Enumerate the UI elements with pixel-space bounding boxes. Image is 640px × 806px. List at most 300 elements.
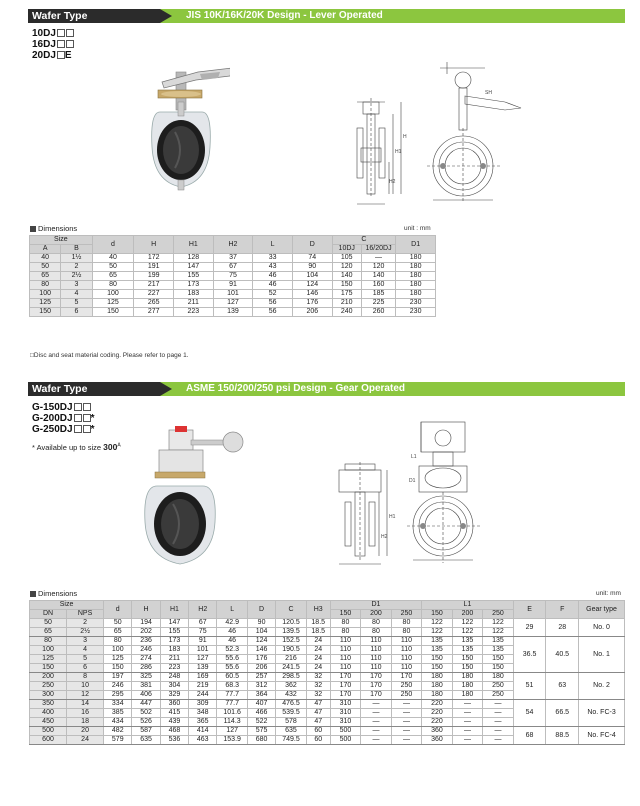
table-cell: 240 [332,308,361,317]
table-cell: 10 [67,682,104,691]
svg-text:L1: L1 [411,454,417,460]
table-cell: 80 [92,281,134,290]
table-cell: 6 [67,664,104,673]
h3-header: H3 [306,601,330,619]
table-cell: 578 [276,718,307,727]
f-header: F [546,601,579,619]
table-cell: 365 [189,718,217,727]
table-cell: 20 [67,727,104,736]
table-cell: — [391,709,422,718]
table-cell: 122 [452,619,483,628]
table-cell: 46 [253,281,293,290]
table-cell: 32 [306,682,330,691]
table-row [30,637,625,646]
table-cell: 80 [361,628,392,637]
table-cell: 24 [306,664,330,673]
table-cell: 42.9 [217,619,248,628]
table-cell: 257 [247,673,275,682]
table-cell: 146 [292,290,332,299]
table-cell: 200 [30,673,67,682]
table-cell: 362 [276,682,307,691]
section2-unit: unit: mm [596,590,621,597]
table-cell: 191 [134,263,174,272]
table-cell: 180 [396,290,436,299]
table-cell: 1½ [61,254,92,263]
table-cell: 246 [104,682,132,691]
table-cell: — [361,700,392,709]
table-cell: 105 [332,254,361,263]
table-cell: 225 [361,299,395,308]
table-cell: — [391,700,422,709]
table-cell: 80 [104,637,132,646]
group-e-cell: 29 [513,619,546,637]
table-cell: 180 [396,254,436,263]
model-code: 16DJ [32,39,74,50]
l1-150-header: 150 [422,610,453,619]
table-cell: 60.5 [217,673,248,682]
table-cell: 180 [452,691,483,700]
table-cell: 170 [361,691,392,700]
table-cell: 522 [247,718,275,727]
section1-dimensions-label: Dimensions [30,224,77,233]
table-cell: 450 [30,718,67,727]
table-cell: 37 [213,254,253,263]
gear-valve-drawing-icon [325,418,505,568]
d1-250-header: 250 [391,610,422,619]
table-cell: 250 [391,691,422,700]
svg-text:H1: H1 [389,514,396,520]
table-cell: 12 [67,691,104,700]
table-cell: 4 [61,290,92,299]
table-cell: 600 [30,736,67,745]
table-cell: 360 [160,700,188,709]
table-cell: 46 [217,637,248,646]
table-cell: 120 [332,263,361,272]
group-e-cell: 68 [513,727,546,745]
model-code: 10DJ [32,28,74,39]
table-cell: 223 [160,664,188,673]
table-cell: 250 [483,691,514,700]
section2-dimensions-table [29,600,625,745]
table-cell: — [483,700,514,709]
D-header: D [292,236,332,254]
svg-text:H1: H1 [395,149,402,155]
table-cell: 227 [134,290,174,299]
section1-unit: unit : mm [404,225,431,232]
table-cell: — [391,727,422,736]
section1-header [28,9,625,23]
d-header: d [104,601,132,619]
table-cell: 587 [132,727,160,736]
table-cell: 250 [391,682,422,691]
table-cell: 5 [61,299,92,308]
table-cell: 180 [396,263,436,272]
table-cell: 147 [173,263,213,272]
table-cell: 125 [30,299,61,308]
table-cell: — [361,709,392,718]
table-cell: — [483,736,514,745]
table-cell: 170 [361,682,392,691]
table-cell: 500 [330,736,361,745]
table-cell: 90 [247,619,275,628]
table-cell: 500 [30,727,67,736]
size-header: Size [30,236,93,245]
table-cell: 125 [30,655,67,664]
table-cell: 385 [104,709,132,718]
table-cell: 2 [67,619,104,628]
table-cell: 432 [276,691,307,700]
table-cell: 210 [332,299,361,308]
nps-header: NPS [67,610,104,619]
table-cell: 310 [330,700,361,709]
table-cell: 122 [452,628,483,637]
section1-title: JIS 10K/16K/20K Design - Lever Operated [186,10,383,21]
table-cell: 220 [422,700,453,709]
svg-text:H2: H2 [389,179,396,185]
table-cell: 150 [422,664,453,673]
group-f-cell: 28 [546,619,579,637]
table-cell: 122 [422,619,453,628]
table-cell: 350 [30,700,67,709]
table-cell: 170 [330,673,361,682]
table-cell: 139.5 [276,628,307,637]
table-cell: 150 [104,664,132,673]
table-cell: 50 [30,263,61,272]
availability-note: * Available up to size $300^A$ [32,442,121,452]
section1-model-list [32,28,74,61]
table-cell: 67 [189,619,217,628]
table-cell: — [452,727,483,736]
table-cell: 5 [67,655,104,664]
c-header: C [276,601,307,619]
table-cell: — [361,254,395,263]
table-cell: 80 [391,619,422,628]
table-cell: 75 [213,272,253,281]
section1-dimensions-table [29,235,436,317]
table-cell: 150 [483,655,514,664]
table-cell: 329 [160,691,188,700]
table-cell: 185 [361,290,395,299]
table-cell: 230 [396,308,436,317]
table-cell: 173 [173,281,213,290]
table-row [30,281,436,290]
table-cell: 539.5 [276,709,307,718]
table-cell: 135 [452,637,483,646]
svg-text:D1: D1 [409,478,416,484]
table-cell: — [361,736,392,745]
table-cell: 217 [134,281,174,290]
table-cell: 312 [247,682,275,691]
table-cell: 110 [391,655,422,664]
table-cell: 334 [104,700,132,709]
table-cell: 183 [160,646,188,655]
table-cell: 3 [67,637,104,646]
table-cell: 100 [92,290,134,299]
table-cell: 101 [213,290,253,299]
table-cell: 150 [92,308,134,317]
table-cell: 56 [253,299,293,308]
table-cell: 155 [173,272,213,281]
table-cell: — [452,736,483,745]
group-e-cell: 54 [513,700,546,727]
table-cell: 536 [160,736,188,745]
table-cell: 40 [30,254,61,263]
table-row [30,254,436,263]
h2-header: H2 [189,601,217,619]
table-cell: 110 [391,637,422,646]
d1-header: D1 [396,236,436,254]
table-cell: 101 [189,646,217,655]
table-cell: 80 [330,628,361,637]
model-code: G-250DJ * [32,424,95,435]
table-cell: 135 [422,646,453,655]
h1-header: H1 [160,601,188,619]
group-gear-type-cell: No. FC-4 [579,727,625,745]
table-cell: 80 [391,628,422,637]
table-cell: 139 [213,308,253,317]
table-cell: 244 [189,691,217,700]
table-cell: 300 [30,691,67,700]
table-cell: 170 [330,691,361,700]
table-cell: 80 [30,637,67,646]
l1-250-header: 250 [483,610,514,619]
table-cell: 114.3 [217,718,248,727]
table-cell: 265 [134,299,174,308]
table-cell: 150 [483,664,514,673]
table-cell: — [452,700,483,709]
group-e-cell: 36.5 [513,637,546,673]
table-cell: 124 [247,637,275,646]
group-f-cell: 63 [546,673,579,700]
table-cell: 150 [452,655,483,664]
table-cell: 14 [67,700,104,709]
table-cell: 65 [30,628,67,637]
table-cell: 749.5 [276,736,307,745]
table-cell: 160 [361,281,395,290]
d-header: d [92,236,134,254]
table-cell: 110 [361,637,392,646]
table-cell: 680 [247,736,275,745]
table-cell: 67 [213,263,253,272]
table-cell: 176 [292,299,332,308]
table-cell: 250 [483,682,514,691]
table-cell: 91 [189,637,217,646]
table-cell: 476.5 [276,700,307,709]
table-cell: 110 [361,664,392,673]
svg-text:H2: H2 [381,534,388,540]
d1-200-header: 200 [361,610,392,619]
table-cell: 104 [247,628,275,637]
table-cell: 360 [422,736,453,745]
table-cell: 60 [306,736,330,745]
table-cell: 286 [132,664,160,673]
section1-footnote: □Disc and seat material coding. Please refer to page 1. [30,352,189,359]
table-cell: 415 [160,709,188,718]
d1-header: D1 [330,601,422,610]
table-row [30,290,436,299]
table-cell: 110 [330,664,361,673]
table-cell: 18 [67,718,104,727]
table-cell: 47 [306,709,330,718]
table-cell: 194 [132,619,160,628]
table-cell: 180 [452,682,483,691]
table-cell: 172 [134,254,174,263]
section2-tag: Wafer Type [28,382,160,396]
table-cell: 24 [67,736,104,745]
table-cell: 150 [30,664,67,673]
table-cell: 40 [92,254,134,263]
table-row [30,673,625,682]
table-cell: 260 [361,308,395,317]
section2-dimensions-label: Dimensions [30,589,77,598]
table-cell: 150 [332,281,361,290]
table-cell: 65 [92,272,134,281]
table-cell: 43 [253,263,293,272]
table-cell: 248 [160,673,188,682]
table-cell: 104 [292,272,332,281]
table-cell: 635 [132,736,160,745]
model-code: G-200DJ * [32,413,95,424]
table-cell: 18.5 [306,619,330,628]
table-cell: 127 [217,727,248,736]
l-header: L [253,236,293,254]
table-cell: 206 [292,308,332,317]
section2-model-list [32,402,94,435]
table-cell: 32 [306,691,330,700]
table-cell: 60 [306,727,330,736]
lever-valve-drawing-icon [335,58,535,208]
table-cell: 50 [92,263,134,272]
table-cell: 52.3 [217,646,248,655]
table-cell: 439 [160,718,188,727]
table-cell: 74 [292,254,332,263]
table-cell: 46 [253,272,293,281]
section2-title: ASME 150/200/250 psi Design - Gear Operated [186,383,405,394]
table-cell: 110 [391,664,422,673]
table-cell: 147 [160,619,188,628]
table-cell: — [361,718,392,727]
table-cell: 175 [332,290,361,299]
group-gear-type-cell: No. 1 [579,637,625,673]
h1-header: H1 [173,236,213,254]
table-cell: 110 [330,646,361,655]
svg-text:H: H [403,134,407,140]
table-cell: 128 [173,254,213,263]
table-cell: 150 [422,655,453,664]
table-cell: 56 [253,308,293,317]
table-cell: — [483,727,514,736]
table-cell: 122 [422,628,453,637]
table-cell: 77.7 [217,700,248,709]
table-cell: 447 [132,700,160,709]
table-cell: 2 [61,263,92,272]
table-cell: — [483,709,514,718]
table-cell: 216 [276,655,307,664]
table-row [30,700,625,709]
group-gear-type-cell: No. 2 [579,673,625,700]
table-cell: 180 [422,691,453,700]
table-cell: 150 [452,664,483,673]
table-cell: 110 [391,646,422,655]
table-cell: 199 [134,272,174,281]
table-cell: 180 [396,281,436,290]
table-cell: 169 [189,673,217,682]
table-cell: 100 [104,646,132,655]
group-f-cell: 40.5 [546,637,579,673]
table-cell: 124 [292,281,332,290]
table-cell: 526 [132,718,160,727]
table-cell: 18.5 [306,628,330,637]
table-cell: 152.5 [276,637,307,646]
table-cell: 120 [361,263,395,272]
group-gear-type-cell: No. FC-3 [579,700,625,727]
table-cell: 190.5 [276,646,307,655]
table-row [30,308,436,317]
table-cell: — [452,718,483,727]
table-cell: 47 [306,718,330,727]
table-cell: 407 [247,700,275,709]
size-header: Size [30,601,104,610]
table-cell: 32 [306,673,330,682]
c2-header: 16/20DJ [361,245,395,254]
svg-text:SH: SH [485,90,492,96]
table-cell: 180 [422,682,453,691]
table-cell: 140 [332,272,361,281]
table-cell: 463 [189,736,217,745]
e-header: E [513,601,546,619]
table-cell: 348 [189,709,217,718]
table-cell: 50 [30,619,67,628]
table-cell: 298.5 [276,673,307,682]
table-cell: 246 [132,646,160,655]
table-cell: 310 [330,718,361,727]
table-cell: 101.6 [217,709,248,718]
table-row [30,727,625,736]
table-cell: 250 [30,682,67,691]
table-row [30,299,436,308]
b-header: B [61,245,92,254]
table-cell: 91 [213,281,253,290]
table-cell: 80 [30,281,61,290]
table-cell: 127 [189,655,217,664]
table-cell: 127 [213,299,253,308]
table-cell: 110 [361,655,392,664]
table-cell: 33 [253,254,293,263]
table-cell: 173 [160,637,188,646]
table-cell: 155 [160,628,188,637]
table-cell: 211 [173,299,213,308]
header-arrow-icon [160,382,172,396]
l-header: L [217,601,248,619]
table-cell: 180 [396,272,436,281]
table-cell: 3 [61,281,92,290]
table-cell: 414 [189,727,217,736]
table-cell: 241.5 [276,664,307,673]
h-header: H [134,236,174,254]
table-cell: 170 [330,682,361,691]
table-cell: 180 [452,673,483,682]
table-cell: 4 [67,646,104,655]
table-cell: 122 [483,619,514,628]
table-cell: 46 [217,628,248,637]
table-cell: 24 [306,637,330,646]
table-cell: 24 [306,655,330,664]
table-cell: 80 [361,619,392,628]
table-cell: 206 [247,664,275,673]
table-cell: 434 [104,718,132,727]
table-cell: 502 [132,709,160,718]
table-cell: — [452,709,483,718]
